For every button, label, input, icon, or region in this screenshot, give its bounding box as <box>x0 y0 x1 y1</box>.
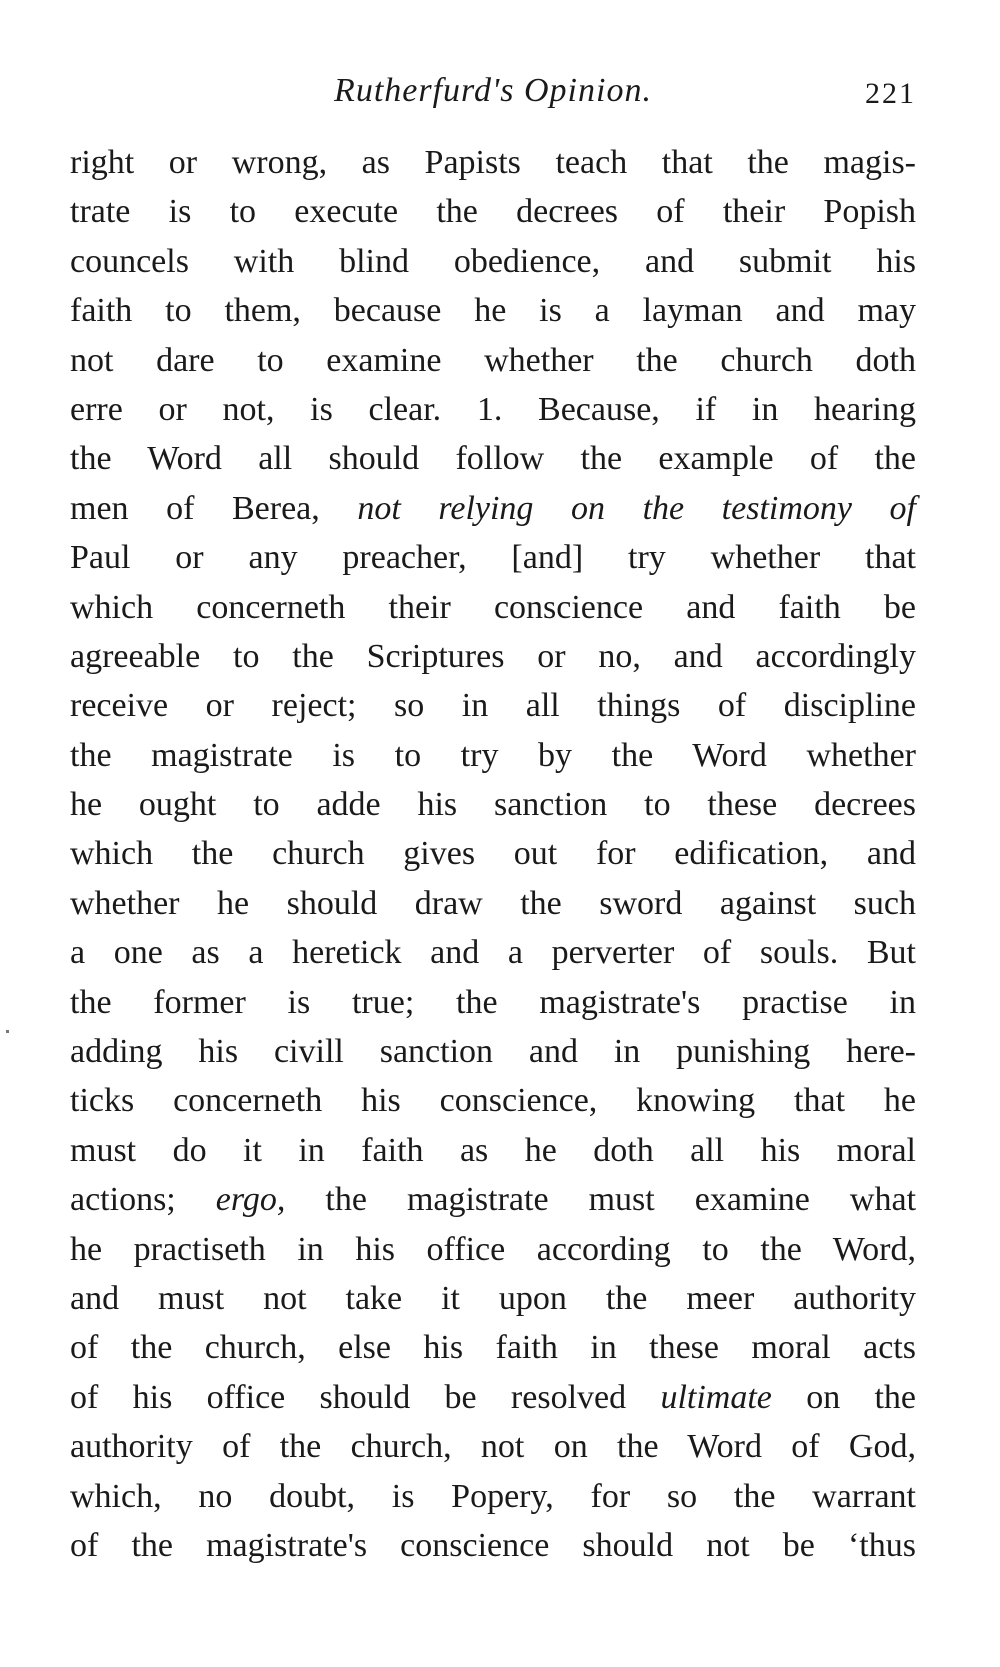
actions-text: actions; <box>70 1181 176 1219</box>
text-line-10: which concerneth their conscience and faith be <box>70 588 916 626</box>
text-line-7: the Word all should follow the example of the <box>70 440 916 478</box>
berea-plain: men of Berea, <box>70 489 358 527</box>
text-line-23: he practiseth in his office according to the Word, <box>70 1230 916 1268</box>
text-line-24: and must not take it upon the meer authority <box>70 1279 916 1317</box>
page-number: 221 <box>865 77 916 110</box>
margin-speck <box>6 1030 9 1033</box>
text-line-15: which the church gives out for edification, and <box>70 835 916 873</box>
text-line-26 <box>70 1373 916 1422</box>
text-line-22 <box>70 1175 916 1224</box>
ergo-italic: ergo, <box>215 1181 286 1219</box>
text-line-2: trate is to execute the decrees of their Popish <box>70 193 916 231</box>
text-line-20: ticks concerneth his conscience, knowing that he <box>70 1082 916 1120</box>
resolved-text: of his office should be resolved <box>70 1378 627 1416</box>
running-title: Rutherfurd's Opinion. <box>334 72 652 109</box>
text-line-17: a one as a heretick and a perverter of souls. But <box>70 934 916 972</box>
text-line-21: must do it in faith as he doth all his moral <box>70 1131 916 1169</box>
text-line-13: the magistrate is to try by the Word whether <box>70 736 916 774</box>
text-line-25: of the church, else his faith in these moral acts <box>70 1329 916 1367</box>
on-the-text: on the <box>806 1378 917 1416</box>
text-line-18: the former is true; the magistrate's practise in <box>70 983 916 1021</box>
text-line-28: which, no doubt, is Popery, for so the warrant <box>70 1477 916 1515</box>
body-text <box>70 138 916 1570</box>
berea-italic: not relying on the testimony of <box>357 489 916 527</box>
running-head <box>70 66 916 116</box>
text-line-11: agreeable to the Scriptures or no, and accordingly <box>70 637 916 675</box>
text-line-29: of the magistrate's conscience should not be ‘thus <box>70 1526 916 1564</box>
text-line-19: adding his civill sanction and in punishing here- <box>70 1033 916 1071</box>
text-line-4: faith to them, because he is a layman and may <box>70 292 916 330</box>
ultimate-italic: ultimate <box>660 1378 772 1416</box>
text-line-3: councels with blind obedience, and submit his <box>70 242 916 280</box>
text-line-12: receive or reject; so in all things of discipline <box>70 687 916 725</box>
text-line-1: right or wrong, as Papists teach that the magis- <box>70 144 916 181</box>
text-line-8 <box>70 484 916 533</box>
text-line-16: whether he should draw the sword against such <box>70 884 916 922</box>
text-line-9: Paul or any preacher, [and] try whether that <box>70 539 916 577</box>
text-line-14: he ought to adde his sanction to these decrees <box>70 786 916 824</box>
ergo-line-rest: the magistrate must examine what <box>325 1181 917 1219</box>
text-line-6: erre or not, is clear. 1. Because, if in hearing <box>70 390 916 428</box>
text-line-5: not dare to examine whether the church doth <box>70 341 916 379</box>
text-line-27: authority of the church, not on the Word of God, <box>70 1428 916 1466</box>
